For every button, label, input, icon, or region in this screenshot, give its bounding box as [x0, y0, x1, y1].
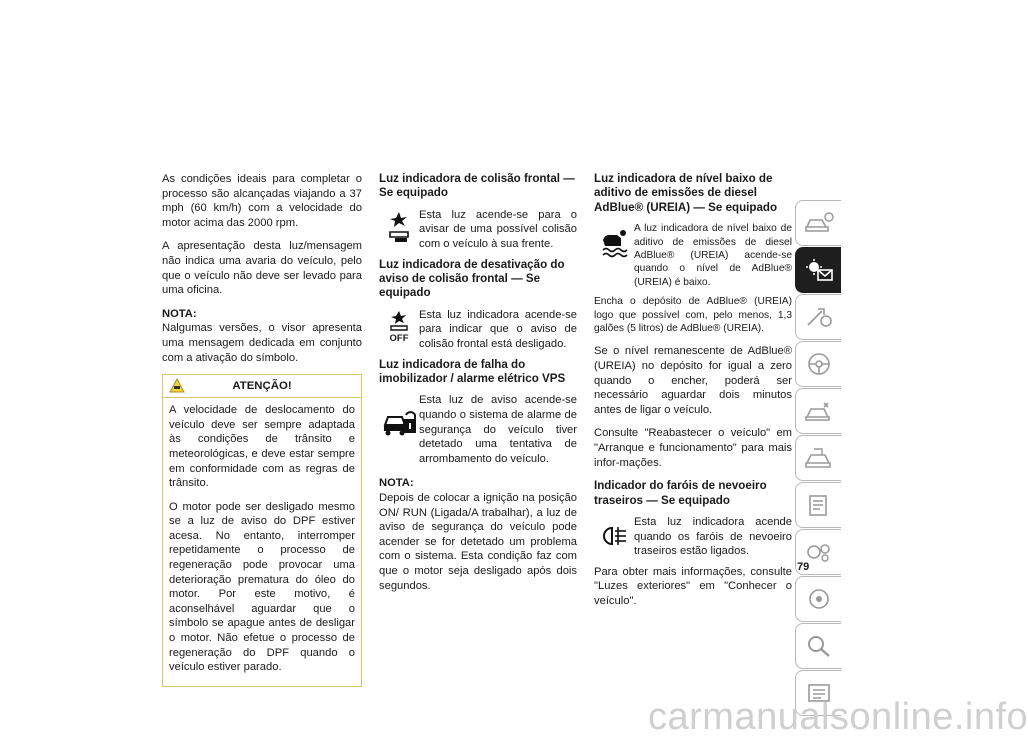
service-car-icon — [804, 446, 834, 470]
warning-paragraph: A velocidade de deslocamento do veículo deve ser sempre adaptada às condições de trânsito e meteorológicas, e deve estar sempre em conformidade com as regras de trânsito. — [169, 404, 355, 490]
left-column — [162, 172, 362, 687]
indicator-row — [594, 222, 792, 289]
note-text: Depois de colocar a ignição na posição ON/ RUN (Ligada/A trabalhar), a luz de aviso de segurança do veículo pode acender se for detetado um problema com o sistema. Esta condição faz com que o motor seja desligado após dois segundos. — [379, 491, 577, 592]
tab-search[interactable] — [795, 623, 841, 669]
paragraph: Consulte "Reabastecer o veículo" em "Arranque e funcionamento" para mais infor-mações. — [594, 427, 792, 469]
rear-fog-light-icon — [594, 515, 634, 547]
accident-icon — [804, 399, 834, 423]
paragraph: As condições ideais para completar o processo são alcançadas viajando a 37 mph (60 km/h) com a velocidade do motor acima das 2000 rpm. — [162, 173, 362, 229]
tab-driving[interactable] — [795, 341, 841, 387]
maintenance-icon — [804, 493, 834, 517]
indicator-row — [379, 393, 577, 466]
note-label: NOTA: — [162, 307, 197, 320]
paragraph: A apresentação desta luz/mensagem não indica uma avaria do veículo, pelo que o veículo não deve ser levado para uma oficina. — [162, 240, 362, 297]
indicator-text: Esta luz indicadora acende quando os faróis de nevoeiro traseiros estão ligados. — [634, 516, 792, 558]
tab-emergency[interactable] — [795, 388, 841, 434]
section-heading: Luz indicadora de colisão frontal — Se equipado — [379, 172, 575, 200]
multimedia-icon — [804, 587, 834, 611]
paragraph: Encha o depósito de AdBlue® (UREIA) logo que possível com, pelo menos, 1,3 galões (5 litros) de AdBlue® (UREIA). — [594, 296, 792, 335]
tab-safety[interactable] — [795, 294, 841, 340]
warning-paragraph: O motor pode ser desligado mesmo se a luz de aviso do DPF estiver acesa. No entanto, interromper repetidamente o processo de regeneração pode provocar uma deterioração prematura do óleo do motor. Por este motivo, é aconselhável aguardar que o símbolo se apague antes de desligar o motor. Não efetue o processo de regeneração do DPF quando o veículo estiver parado. — [169, 500, 355, 674]
vehicle-security-icon — [379, 393, 419, 437]
indicator-text: Esta luz de aviso acende-se quando o sistema de alarme de segurança do veículo tiver detetado uma tentativa de arrombamento do veículo. — [419, 394, 577, 465]
adblue-icon — [594, 222, 634, 260]
note-label: NOTA: — [379, 477, 414, 490]
section-heading: Luz indicadora de desativação do aviso de colisão frontal — Se equipado — [379, 257, 565, 300]
section-heading: Indicador do faróis de nevoeiro traseiros — Se equipado — [594, 479, 767, 507]
warning-car-icon — [169, 378, 185, 393]
car-info-icon — [804, 211, 834, 235]
off-label: OFF — [389, 332, 409, 344]
indicator-text: Esta luz indicadora acende-se para indicar que o aviso de colisão frontal está desligado. — [419, 308, 577, 350]
warning-title: ATENÇÃO! — [232, 380, 292, 393]
middle-column — [379, 172, 577, 602]
paragraph: Para obter mais informações, consulte "Luzes exteriores" em "Conhecer o veículo". — [594, 565, 792, 607]
indicator-row — [379, 208, 577, 252]
tab-service[interactable] — [795, 435, 841, 481]
page-number: 79 — [797, 561, 810, 573]
forward-collision-off-icon — [379, 308, 419, 347]
dashboard-icon — [804, 258, 834, 282]
indicator-text: Esta luz acende-se para o avisar de uma possível colisão com o veículo à sua frente. — [419, 208, 577, 250]
indicator-text: A luz indicadora de nível baixo de aditivo de emissões de diesel AdBlue® (UREIA) acende-se quando o nível de AdBlue® (UREIA) é baixo. — [634, 223, 792, 288]
section-heading: Luz indicadora de falha do imobilizador / alarme elétrico VPS — [379, 357, 566, 385]
safety-icon — [804, 305, 834, 329]
tab-car-info[interactable] — [795, 200, 841, 246]
tab-maintenance[interactable] — [795, 482, 841, 528]
note — [379, 476, 577, 593]
tab-multimedia[interactable] — [795, 576, 841, 622]
tab-dashboard[interactable] — [795, 247, 841, 293]
indicator-row — [379, 308, 577, 352]
note-text: Nalgumas versões, o visor apresenta uma mensagem dedicada em conjunto com a ativação do símbolo. — [162, 322, 362, 364]
section-heading: Luz indicadora de nível baixo de aditivo de emissões de diesel AdBlue® (UREIA) — Se equipado — [594, 172, 778, 214]
warning-box — [162, 374, 362, 687]
indicator-row — [594, 515, 792, 559]
note — [162, 307, 362, 365]
forward-collision-icon — [379, 208, 419, 244]
warning-header — [163, 375, 361, 398]
search-icon — [804, 634, 834, 658]
paragraph: Se o nível remanescente de AdBlue® (UREIA) no depósito for igual a zero quando o encher, poderá ser necessário aguardar dois minutos antes de ligar o veículo. — [594, 345, 792, 416]
steering-wheel-icon — [804, 352, 834, 376]
chapter-tabs — [795, 200, 841, 717]
watermark: carmanualsonline.info — [648, 696, 1028, 738]
right-column — [594, 172, 792, 618]
